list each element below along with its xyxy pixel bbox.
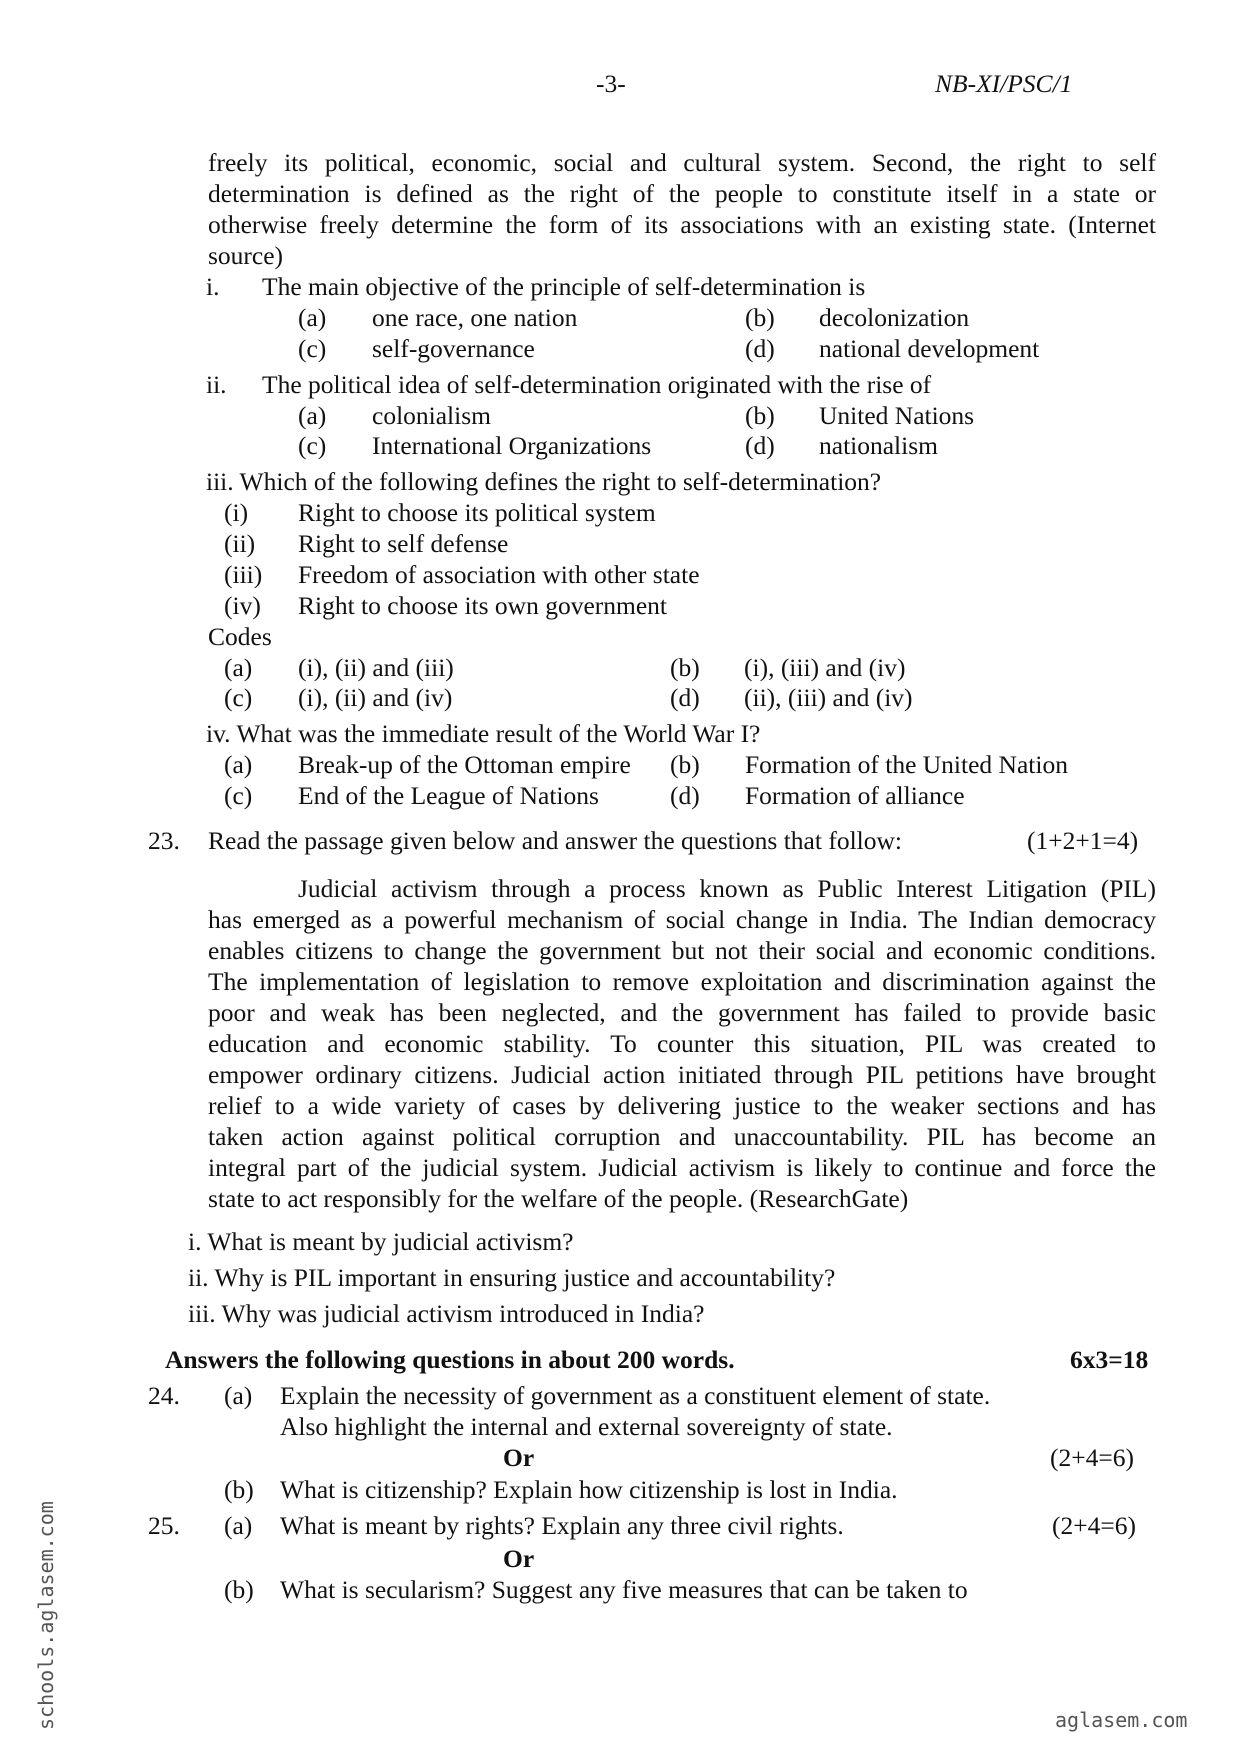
sub-question-text: The political idea of self-determination originated with the rise of bbox=[262, 370, 932, 399]
statement-text: Right to choose its political system bbox=[298, 498, 656, 527]
question-marks: (2+4=6) bbox=[1050, 1443, 1134, 1472]
passage-line: education and economic stability. To counter this situation, PIL was created to bbox=[208, 1029, 1156, 1058]
passage-question: ii. Why is PIL important in ensuring justice and accountability? bbox=[188, 1263, 836, 1292]
option-label: (a) bbox=[298, 303, 327, 332]
statement-label: (iii) bbox=[224, 560, 263, 589]
or-divider: Or bbox=[503, 1443, 535, 1472]
statement-text: Right to self defense bbox=[298, 529, 509, 558]
passage-line: has emerged as a powerful mechanism of social change in India. The Indian democracy bbox=[208, 905, 1156, 934]
question-marks: (1+2+1=4) bbox=[1027, 826, 1139, 855]
option-label: (c) bbox=[298, 431, 327, 460]
passage-line: enables citizens to change the government but not their social and economic conditions. bbox=[208, 936, 1156, 965]
question-text: What is meant by rights? Explain any three civil rights. bbox=[280, 1511, 844, 1540]
sub-question-text: The main objective of the principle of self-determination is bbox=[262, 272, 866, 301]
option-label: (b) bbox=[745, 401, 775, 430]
option-text: (ii), (iii) and (iv) bbox=[744, 683, 913, 712]
option-label: (d) bbox=[745, 431, 775, 460]
paper-code: NB-XI/PSC/1 bbox=[935, 69, 1073, 98]
section-marks: 6x3=18 bbox=[1070, 1345, 1149, 1374]
passage-line: empower ordinary citizens. Judicial action initiated through PIL petitions have brought bbox=[208, 1060, 1156, 1089]
passage-line: otherwise freely determine the form of its associations with an existing state. (Internet bbox=[208, 210, 1156, 239]
option-text: nationalism bbox=[819, 431, 938, 460]
option-text: colonialism bbox=[372, 401, 491, 430]
statement-label: (iv) bbox=[224, 591, 261, 620]
question-text: What is citizenship? Explain how citizenship is lost in India. bbox=[280, 1475, 898, 1504]
option-text: (i), (iii) and (iv) bbox=[744, 653, 906, 682]
option-text: one race, one nation bbox=[372, 303, 578, 332]
or-divider: Or bbox=[503, 1544, 535, 1573]
option-label: (d) bbox=[745, 334, 775, 363]
option-label: (d) bbox=[670, 683, 700, 712]
passage-line: source) bbox=[208, 241, 284, 270]
sub-question-number: i. bbox=[206, 272, 220, 301]
option-label: (d) bbox=[670, 781, 700, 810]
option-label: (b) bbox=[670, 653, 700, 682]
option-text: Break-up of the Ottoman empire bbox=[298, 750, 631, 779]
passage-line: integral part of the judicial system. Judicial activism is likely to continue and force the bbox=[208, 1153, 1156, 1182]
question-text: Also highlight the internal and external sovereignty of state. bbox=[280, 1412, 893, 1441]
passage-line: Judicial activism through a process known as Public Interest Litigation (PIL) bbox=[298, 874, 1156, 903]
question-text: What is secularism? Suggest any five measures that can be taken to bbox=[280, 1575, 968, 1604]
passage-line: freely its political, economic, social and cultural system. Second, the right to self bbox=[208, 148, 1156, 177]
passage-question: i. What is meant by judicial activism? bbox=[188, 1227, 574, 1256]
statement-label: (ii) bbox=[224, 529, 256, 558]
question-instruction: Read the passage given below and answer the questions that follow: bbox=[208, 826, 902, 855]
option-text: Formation of alliance bbox=[745, 781, 965, 810]
side-watermark: schools.aglasem.com bbox=[34, 1501, 58, 1730]
option-label: (a) bbox=[224, 1381, 253, 1410]
codes-label: Codes bbox=[208, 622, 272, 651]
statement-text: Right to choose its own government bbox=[298, 591, 668, 620]
page-number: -3- bbox=[596, 69, 626, 98]
question-number: 23. bbox=[148, 826, 180, 855]
sub-question-text: iii. Which of the following defines the right to self-determination? bbox=[206, 467, 882, 496]
option-label: (b) bbox=[224, 1575, 254, 1604]
section-heading: Answers the following questions in about 200 words. bbox=[165, 1345, 735, 1374]
option-label: (a) bbox=[224, 750, 253, 779]
passage-line: taken action against political corruption and unaccountability. PIL has become an bbox=[208, 1122, 1156, 1151]
option-text: (i), (ii) and (iii) bbox=[298, 653, 454, 682]
option-text: decolonization bbox=[819, 303, 970, 332]
option-label: (c) bbox=[224, 781, 253, 810]
bottom-watermark: aglasem.com bbox=[1055, 1708, 1188, 1732]
passage-line: relief to a wide variety of cases by delivering justice to the weaker sections and has bbox=[208, 1091, 1156, 1120]
statement-text: Freedom of association with other state bbox=[298, 560, 700, 589]
passage-line: determination is defined as the right of the people to constitute itself in a state or bbox=[208, 179, 1156, 208]
sub-question-text: iv. What was the immediate result of the World War I? bbox=[206, 719, 761, 748]
option-text: Formation of the United Nation bbox=[745, 750, 1068, 779]
passage-question: iii. Why was judicial activism introduced in India? bbox=[188, 1299, 705, 1328]
option-text: End of the League of Nations bbox=[298, 781, 599, 810]
option-label: (c) bbox=[224, 683, 253, 712]
sub-question-number: ii. bbox=[206, 370, 227, 399]
passage-intro bbox=[208, 147, 1156, 271]
statement-label: (i) bbox=[224, 498, 249, 527]
passage-line: The implementation of legislation to remove exploitation and discrimination against the bbox=[208, 967, 1156, 996]
option-text: (i), (ii) and (iv) bbox=[298, 683, 453, 712]
option-label: (c) bbox=[298, 334, 327, 363]
passage-line: poor and weak has been neglected, and the government has failed to provide basic bbox=[208, 998, 1156, 1027]
question-marks: (2+4=6) bbox=[1052, 1511, 1136, 1540]
option-text: United Nations bbox=[819, 401, 975, 430]
option-label: (b) bbox=[224, 1475, 254, 1504]
option-text: national development bbox=[819, 334, 1040, 363]
question-text: Explain the necessity of government as a constituent element of state. bbox=[280, 1381, 991, 1410]
passage-line: state to act responsibly for the welfare of the people. (ResearchGate) bbox=[208, 1184, 909, 1213]
option-label: (a) bbox=[298, 401, 327, 430]
option-label: (b) bbox=[745, 303, 775, 332]
option-label: (a) bbox=[224, 1511, 253, 1540]
option-label: (a) bbox=[224, 653, 253, 682]
question-number: 24. bbox=[148, 1381, 180, 1410]
option-text: self-governance bbox=[372, 334, 535, 363]
option-text: International Organizations bbox=[372, 431, 652, 460]
passage bbox=[208, 873, 1156, 1214]
option-label: (b) bbox=[670, 750, 700, 779]
question-number: 25. bbox=[148, 1511, 180, 1540]
